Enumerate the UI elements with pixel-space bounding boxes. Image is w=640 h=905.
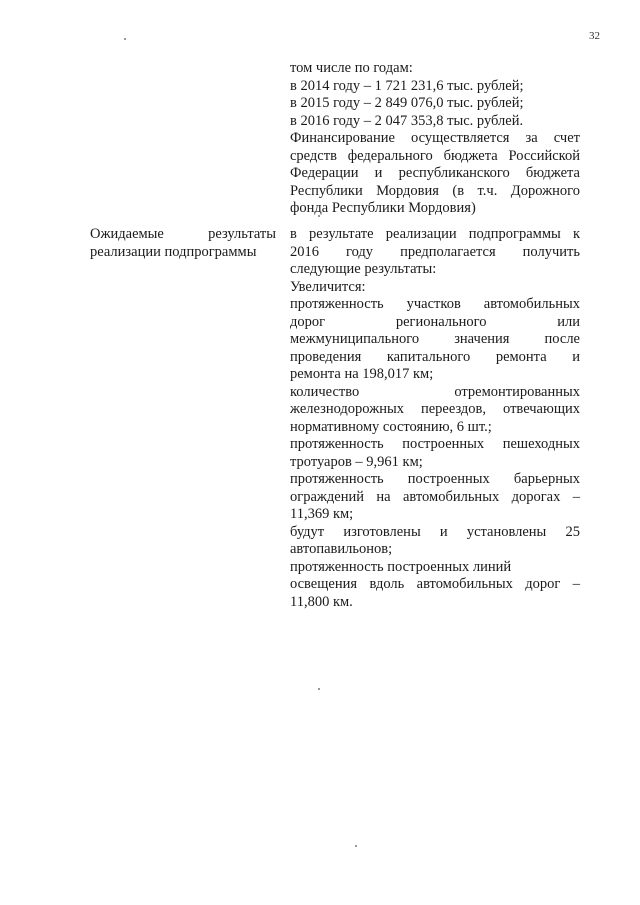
word: получить [522, 243, 580, 260]
word: предполагается [400, 243, 496, 260]
word: 25 [565, 523, 580, 540]
label-line: реализации подпрограммы [90, 243, 257, 260]
word: Дорожного [510, 182, 580, 199]
result-line [290, 226, 580, 244]
word: отвечающих [503, 401, 580, 417]
word: будут [290, 523, 325, 540]
word: количество [290, 383, 360, 400]
result-line [290, 244, 580, 262]
financing-source-line [290, 148, 580, 166]
word: Мордовия [376, 182, 439, 199]
word: Российской [508, 147, 580, 164]
scan-speck [355, 845, 357, 847]
word: – [572, 576, 580, 592]
word: протяженность [290, 296, 384, 312]
word: реализации [385, 226, 457, 242]
word: бюджета [443, 147, 498, 164]
financing-years-intro: том числе по годам: [290, 60, 413, 76]
word: построенных [402, 436, 485, 452]
word: освещения [290, 576, 358, 592]
word: дорог [525, 576, 561, 592]
word: отремонтированных [454, 383, 580, 400]
word: автомобильных [416, 576, 513, 592]
word: протяженность [290, 436, 384, 452]
word: участков [406, 296, 461, 312]
result-line [290, 489, 580, 507]
word: Республики [290, 182, 363, 199]
word: межмуниципального [290, 331, 420, 347]
word: Федерации [290, 165, 359, 181]
word: и [374, 165, 383, 181]
result-line [290, 401, 580, 419]
word: счет [553, 130, 580, 146]
financing-source-line [290, 165, 580, 183]
result-line [290, 314, 580, 332]
result-line: тротуаров – 9,961 км; [290, 453, 423, 470]
word: значения [454, 331, 510, 347]
word: федерального [347, 147, 433, 164]
word: – [572, 488, 580, 505]
word: республиканского [398, 165, 510, 181]
word: за [525, 130, 538, 146]
financing-year-2014: в 2014 году – 1 721 231,6 тыс. рублей; [290, 77, 524, 94]
financing-block [290, 60, 580, 218]
word: железнодорожных [290, 401, 404, 417]
word: т.ч. [477, 182, 498, 199]
word: или [557, 313, 580, 330]
result-line [290, 331, 580, 349]
word: протяженность [290, 471, 384, 487]
word: регионального [395, 313, 487, 330]
expected-results-content [290, 226, 580, 611]
word: вдоль [369, 576, 405, 592]
expected-results-label [90, 226, 276, 261]
word: (в [452, 182, 465, 199]
word: проведения [290, 348, 362, 365]
word: барьерных [513, 471, 580, 487]
word: автомобильных [483, 296, 580, 312]
result-line: следующие результаты: [290, 261, 437, 277]
word: к [572, 226, 580, 242]
result-line: ремонта на 198,017 км; [290, 366, 434, 382]
word: средств [290, 147, 337, 164]
word: после [544, 331, 580, 347]
result-line: протяженность построенных линий [290, 558, 512, 575]
word: Финансирование [290, 130, 395, 146]
word: 2016 [290, 243, 319, 260]
scan-speck [318, 688, 320, 690]
word: установлены [466, 523, 547, 540]
result-line [290, 296, 580, 314]
financing-year-2016: в 2016 году – 2 047 353,8 тыс. рублей. [290, 112, 524, 129]
word: на [376, 488, 391, 505]
financing-year-2015: в 2015 году – 2 849 076,0 тыс. рублей; [290, 95, 524, 111]
result-line: 11,369 км; [290, 506, 354, 522]
page-number: 32 [589, 30, 600, 42]
financing-source-line [290, 130, 580, 148]
result-line: нормативному состоянию, 6 шт.; [290, 418, 492, 435]
financing-source-line [290, 183, 580, 201]
word: переездов, [420, 401, 487, 417]
label-line [90, 226, 276, 244]
word: результате [309, 226, 374, 242]
word: изготовлены [343, 523, 421, 540]
word: результаты [208, 226, 276, 242]
result-line [290, 349, 580, 367]
word: в [290, 226, 297, 242]
word: году [346, 243, 374, 260]
word: и [439, 523, 448, 540]
word: автомобильных [402, 488, 500, 505]
result-line: 11,800 км. [290, 593, 353, 610]
financing-source-line: фонда Республики Мордовия) [290, 200, 476, 216]
word: ограждений [290, 488, 364, 505]
word: бюджета [525, 165, 580, 181]
word: ремонта [495, 348, 547, 365]
result-line [290, 436, 580, 454]
result-line [290, 471, 580, 489]
result-line [290, 384, 580, 402]
result-line: Увеличится: [290, 278, 366, 295]
word: дорог [290, 313, 326, 330]
word: дорогах [511, 488, 561, 505]
word: осуществляется [410, 130, 510, 146]
result-line [290, 576, 580, 594]
result-line [290, 524, 580, 542]
word: капитального [386, 348, 471, 365]
scan-speck [124, 38, 126, 40]
word: Ожидаемые [90, 226, 164, 242]
word: и [572, 348, 580, 365]
word: построенных [407, 471, 490, 487]
word: подпрограммы [468, 226, 561, 242]
result-line: автопавильонов; [290, 541, 393, 557]
word: пешеходных [502, 436, 580, 452]
